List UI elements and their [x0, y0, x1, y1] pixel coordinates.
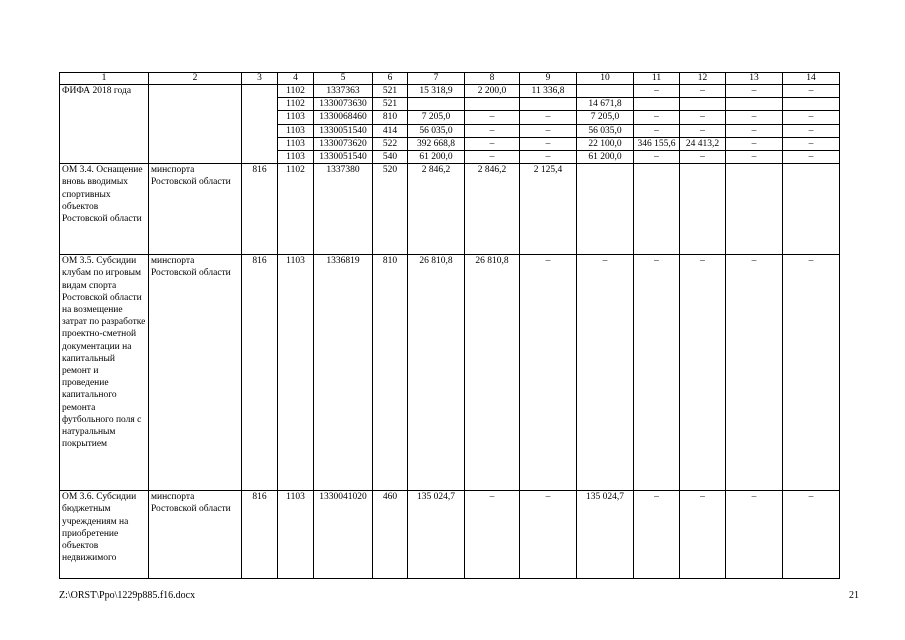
table-cell [726, 98, 783, 111]
table-cell: 1330073620 [314, 137, 373, 150]
table-cell: – [726, 151, 783, 164]
table-cell: 521 [373, 98, 408, 111]
table-cell: 1103 [278, 151, 314, 164]
table-cell: – [634, 111, 680, 124]
table-cell: – [680, 111, 726, 124]
table-cell: – [680, 255, 726, 491]
table-cell: – [577, 255, 634, 491]
table-cell: – [634, 124, 680, 137]
table-cell [465, 98, 520, 111]
table-cell: – [726, 111, 783, 124]
table-cell: – [680, 491, 726, 579]
col-header: 6 [373, 73, 408, 85]
table-cell: 522 [373, 137, 408, 150]
table-cell: 460 [373, 491, 408, 579]
table-cell: – [520, 491, 577, 579]
table-cell [577, 85, 634, 98]
table-cell: 15 318,9 [408, 85, 465, 98]
table-cell: 2 846,2 [465, 164, 520, 255]
table-cell [783, 98, 840, 111]
table-cell: – [520, 111, 577, 124]
footer-file-path: Z:\ORST\Ppo\1229p885.f16.docx [59, 590, 196, 601]
col-header: 8 [465, 73, 520, 85]
table-cell: – [634, 491, 680, 579]
table-cell: 520 [373, 164, 408, 255]
table-cell: – [520, 124, 577, 137]
table-cell: 56 035,0 [577, 124, 634, 137]
table-cell: – [520, 151, 577, 164]
table-cell: 1103 [278, 124, 314, 137]
table-cell: – [634, 151, 680, 164]
agency-cell [149, 85, 242, 164]
table-cell: 810 [373, 111, 408, 124]
table-row [60, 255, 840, 491]
table-cell [726, 164, 783, 255]
col-header: 12 [680, 73, 726, 85]
table-cell: 2 125,4 [520, 164, 577, 255]
table-cell: 135 024,7 [577, 491, 634, 579]
table-cell: 414 [373, 124, 408, 137]
table-cell [520, 98, 577, 111]
col-header: 14 [783, 73, 840, 85]
table-cell: 1330051540 [314, 124, 373, 137]
table-cell: 1103 [278, 137, 314, 150]
table-cell [680, 164, 726, 255]
table-cell: 1330051540 [314, 151, 373, 164]
table-cell: 2 200,0 [465, 85, 520, 98]
agency-cell: минспорта Ростовской области [149, 255, 242, 491]
table-cell: – [680, 85, 726, 98]
table-cell: 810 [373, 255, 408, 491]
table-cell: 2 846,2 [408, 164, 465, 255]
table-cell: 135 024,7 [408, 491, 465, 579]
table-cell: – [465, 124, 520, 137]
table-cell: 521 [373, 85, 408, 98]
item-name: ОМ 3.6. Субсидии бюджетным учреждениям на приобретение объектов недвижимого [60, 491, 149, 579]
table-cell: 1102 [278, 98, 314, 111]
table-cell: – [520, 137, 577, 150]
table-cell: – [465, 111, 520, 124]
table-cell: 816 [242, 255, 278, 491]
table-cell: – [680, 151, 726, 164]
table-cell: – [726, 491, 783, 579]
header-row [60, 73, 840, 85]
col-header: 5 [314, 73, 373, 85]
table-cell: 24 413,2 [680, 137, 726, 150]
grbs-cell [242, 85, 278, 164]
table-cell: – [726, 137, 783, 150]
table-cell [680, 98, 726, 111]
table-row [60, 491, 840, 579]
col-header: 4 [278, 73, 314, 85]
table-cell: 11 336,8 [520, 85, 577, 98]
table-cell: 816 [242, 491, 278, 579]
table-cell: 22 100,0 [577, 137, 634, 150]
table-cell: – [783, 491, 840, 579]
table-cell [783, 164, 840, 255]
table-cell: – [634, 85, 680, 98]
table-cell: – [783, 151, 840, 164]
table-cell: – [783, 85, 840, 98]
table-cell [408, 98, 465, 111]
table-cell: 56 035,0 [408, 124, 465, 137]
table-cell: 1330068460 [314, 111, 373, 124]
table-cell: 26 810,8 [408, 255, 465, 491]
table-cell: – [726, 85, 783, 98]
table-cell [634, 164, 680, 255]
table-row [60, 85, 840, 98]
col-header: 9 [520, 73, 577, 85]
col-header: 13 [726, 73, 783, 85]
table-cell: 26 810,8 [465, 255, 520, 491]
col-header: 1 [60, 73, 149, 85]
table-cell: 7 205,0 [577, 111, 634, 124]
page-number: 21 [849, 590, 859, 601]
table-cell: 1102 [278, 85, 314, 98]
table-cell: 540 [373, 151, 408, 164]
table-cell: – [783, 111, 840, 124]
table-cell: – [726, 124, 783, 137]
table-cell: – [465, 151, 520, 164]
table-cell: 61 200,0 [408, 151, 465, 164]
table-cell: – [726, 255, 783, 491]
table-cell: 14 671,8 [577, 98, 634, 111]
table-cell: 7 205,0 [408, 111, 465, 124]
agency-cell: минспорта Ростовской области [149, 164, 242, 255]
item-name: ОМ 3.4. Оснащение вновь вводимых спортивных объектов Ростовской области [60, 164, 149, 255]
table-cell: 1337380 [314, 164, 373, 255]
table-cell: – [783, 124, 840, 137]
table-cell: 1336819 [314, 255, 373, 491]
table-cell: – [465, 491, 520, 579]
table-cell: 1102 [278, 164, 314, 255]
table-row [60, 164, 840, 255]
table-cell: 1103 [278, 255, 314, 491]
table-cell: 1330073630 [314, 98, 373, 111]
col-header: 11 [634, 73, 680, 85]
agency-cell: минспорта Ростовской области [149, 491, 242, 579]
col-header: 2 [149, 73, 242, 85]
table-cell: 392 668,8 [408, 137, 465, 150]
table-cell: 61 200,0 [577, 151, 634, 164]
table-cell: 1330041020 [314, 491, 373, 579]
item-name: ФИФА 2018 года [60, 85, 149, 164]
table-cell: 1103 [278, 491, 314, 579]
col-header: 3 [242, 73, 278, 85]
col-header: 10 [577, 73, 634, 85]
table-cell [577, 164, 634, 255]
table-cell: – [783, 137, 840, 150]
table-cell: – [465, 137, 520, 150]
table-cell: – [680, 124, 726, 137]
budget-table [59, 72, 840, 579]
table-cell: 1337363 [314, 85, 373, 98]
item-name: ОМ 3.5. Субсидии клубам по игровым видам спорта Ростовской области на возмещение затрат по разработке проектно-сметной документации на капитальный ремонт и проведение капитального ремонта футбольного поля с натуральным покрытием [60, 255, 149, 491]
table-cell: – [783, 255, 840, 491]
table-cell [634, 98, 680, 111]
table-cell: – [634, 255, 680, 491]
table-body [60, 73, 840, 579]
table-cell: – [520, 255, 577, 491]
table-cell: 1103 [278, 111, 314, 124]
table-cell: 816 [242, 164, 278, 255]
table-cell: 346 155,6 [634, 137, 680, 150]
col-header: 7 [408, 73, 465, 85]
